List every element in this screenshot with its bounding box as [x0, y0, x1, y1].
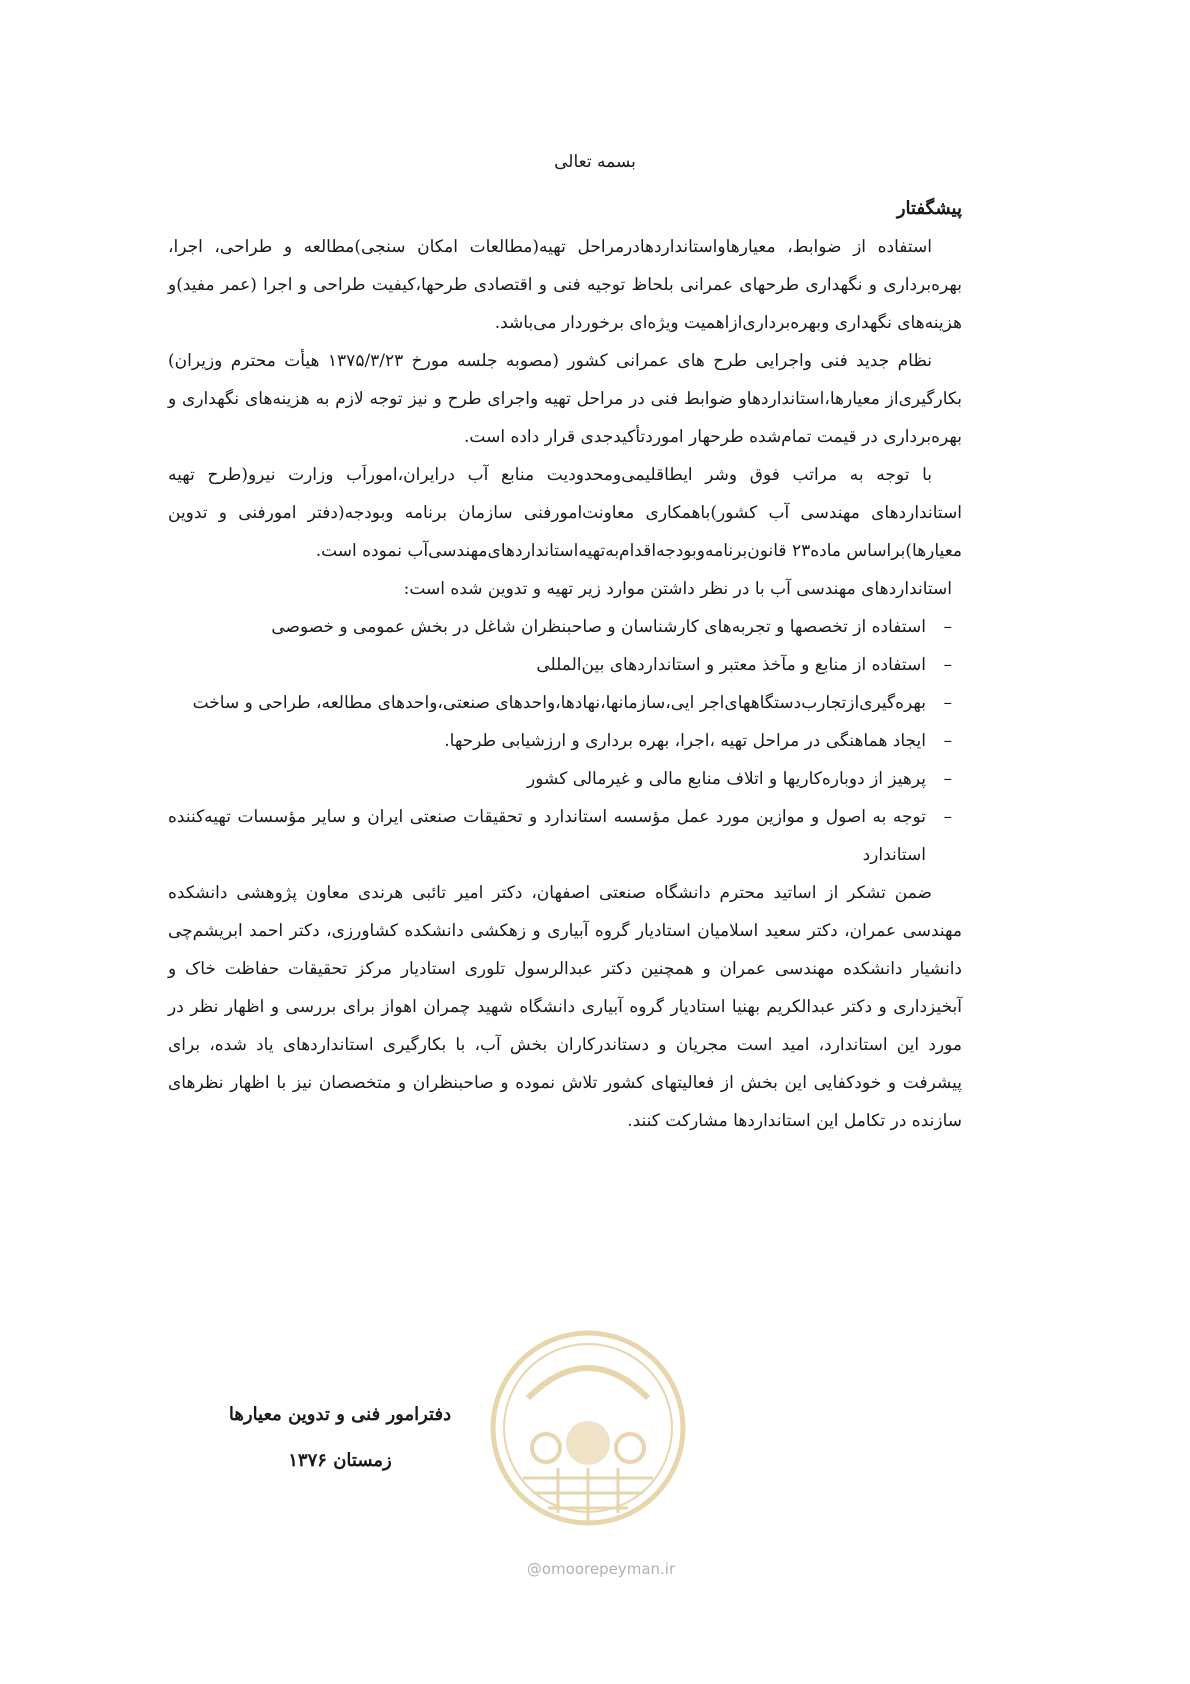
section-heading: پیشگفتار [896, 198, 962, 219]
list-item-text: استفاده از تخصصها و تجربه‌های کارشناسان و صاحبنظران شاغل در بخش عمومی و خصوصی [271, 617, 926, 637]
list-intro: استانداردهای مهندسی آب با در نظر داشتن موارد زیر تهیه و تدوین شده است: [403, 579, 952, 599]
signature-block [200, 1392, 480, 1484]
watermark-url: @omoorepeyman.ir [526, 1560, 676, 1578]
signature-office: دفترامور فنی و تدوین معیارها [228, 1404, 452, 1425]
list-item-text: ایجاد هماهنگی در مراحل تهیه ،اجرا، بهره برداری و ارزشیابی طرحها. [444, 731, 926, 751]
list-item [168, 722, 962, 760]
bullet-dash: – [943, 617, 952, 637]
list-item [168, 646, 962, 684]
bullet-dash: – [943, 693, 952, 713]
paragraph-1: استفاده از ضوابط، معیارهاواستانداردهادرمراحل تهیه(مطالعات امکان سنجی)مطالعه و طراحی، اجرا، بهره‌برداری و نگهداری طرحهای عمرانی بلحاظ توجیه فنی و اقتصادی طرحها،کیفیت طراحی و اجرا (عمر مفید)و هزینه‌های نگهداری وبهره‌برداری‌ازاهمیت ویژه‌ای برخوردار می‌باشد. [168, 237, 962, 333]
paragraph-2: نظام جدید فنی واجرایی طرح های عمرانی کشور (مصوبه جلسه مورخ ۱۳۷۵/۳/۲۳ هیأت محترم وزیران) بکارگیری‌از معیارها،استانداردهاو ضوابط فنی در مراحل تهیه واجرای طرح و نیز توجه لازم به هزینه‌های نگهداری و بهره‌برداری در قیمت تمام‌شده طرحهار اموردتأکیدجدی قرار داده است. [168, 351, 962, 447]
bullet-dash: – [943, 731, 952, 751]
paragraph-3: با توجه به مراتب فوق وشر ایطاقلیمی‌ومحدودیت منابع آب درایران،اموراَب وزارت نیرو(طرح تهیه استانداردهای مهندسی آب کشور)باهمکاری معاونت‌امورفنی سازمان برنامه وبودجه(دفتر امورفنی و تدوین معیارها)براساس ماده۲۳ قانون‌برنامه‌وبودجه‌اقدام‌به‌تهیه‌استانداردهای‌مهندسی‌آب نموده است. [168, 465, 962, 561]
list-item-text: پرهیز از دوباره‌کاریها و اتلاف منابع مالی و غیرمالی کشور [527, 769, 926, 789]
list-item [168, 798, 962, 874]
list-item-text: استفاده از منابع و مآخذ معتبر و استانداردهای بین‌المللی [536, 655, 926, 675]
bullet-dash: – [943, 807, 952, 827]
bullet-list [168, 608, 962, 874]
signature-date: زمستان ۱۳۷۶ [288, 1450, 392, 1471]
list-item [168, 684, 962, 722]
list-item-text: توجه به اصول و موازین مورد عمل مؤسسه استاندارد و تحقیقات صنعتی ایران و سایر مؤسسات تهیه‌کننده استاندارد [168, 807, 926, 865]
list-item [168, 608, 962, 646]
list-item-text: بهره‌گیری‌ازتجارب‌دستگاههای‌اجر ایی،سازمانها،نهادها،واحدهای صنعتی،واحدهای مطالعه، طراحی و ساخت [192, 693, 926, 713]
seal-watermark-icon [488, 1318, 688, 1568]
closing-paragraph: ضمن تشکر از اساتید محترم دانشگاه صنعتی اصفهان، دکتر امیر تائبی هرندی معاون پژوهشی دانشکده مهندسی عمران، دکتر سعید اسلامیان استادیار گروه آبیاری و زهکشی دانشکده کشاورزی، دکتر احمد ابریشم‌چی دانشیار دانشکده مهندسی عمران و همچنین دکتر عبدالرسول تلوری استادیار مرکز تحقیقات حفاظت خاک و آبخیزداری و دکتر عبدالکریم بهنیا استادیار گروه آبیاری دانشگاه شهید چمران اهواز برای بررسی و اظهار نظر در مورد این استاندارد، امید است مجریان و دستاندرکاران بخش آب، با بکارگیری استانداردهای یاد شده، برای پیشرفت و خودکفایی این بخش از فعالیتهای کشور تلاش نموده و صاحبنظران و متخصصان نیز با اظهار نظرهای سازنده در تکامل این استانداردها مشارکت کنند. [168, 883, 962, 1131]
bullet-dash: – [943, 769, 952, 789]
document-body [168, 190, 962, 1140]
bullet-dash: – [943, 655, 952, 675]
invocation-header: بسمه تعالی [554, 152, 636, 172]
list-item [168, 760, 962, 798]
